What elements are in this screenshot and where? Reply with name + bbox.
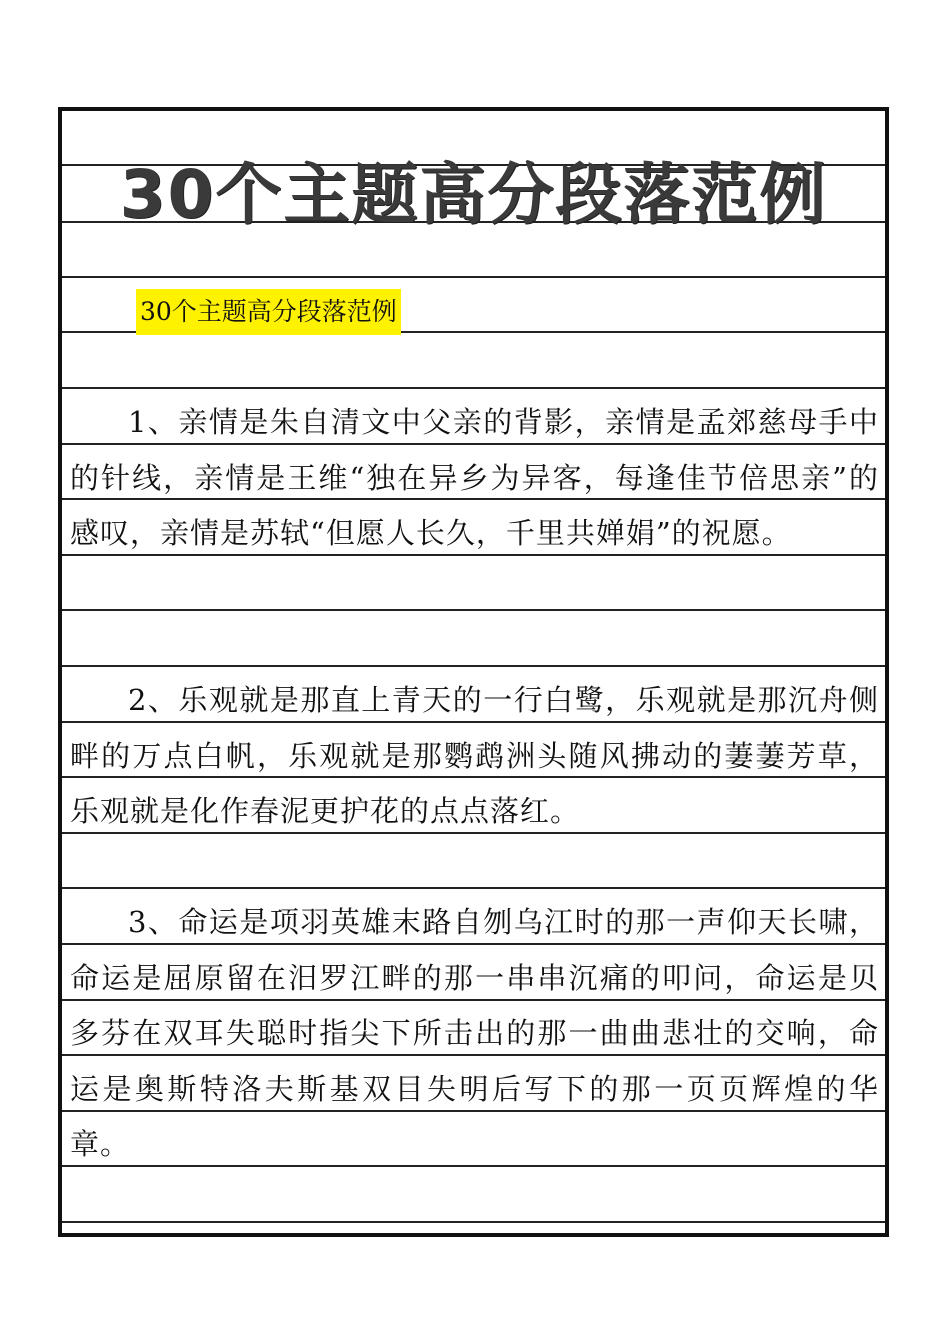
page-title: 30个主题高分段落范例 (119, 156, 828, 233)
ruled-line (62, 609, 885, 611)
ruled-line (62, 276, 885, 278)
ruled-line (62, 387, 885, 389)
paragraph-1: 1、亲情是朱自清文中父亲的背影，亲情是孟郊慈母手中的针线，亲情是王维“独在异乡为异客，每逢佳节倍思亲”的感叹，亲情是苏轼“但愿人长久，千里共婵娟”的祝愿。 (70, 405, 879, 551)
paragraph-2: 2、乐观就是那直上青天的一行白鹭，乐观就是那沉舟侧畔的万点白帆，乐观就是那鹦鹉洲头随风拂动的萋萋芳草，乐观就是化作春泥更护花的点点落红。 (70, 683, 879, 829)
ruled-line (62, 1221, 885, 1223)
ruled-line (62, 665, 885, 667)
lined-paper-sheet (58, 107, 889, 1237)
paragraph-3: 3、命运是项羽英雄末路自刎乌江时的那一声仰天长啸，命运是屈原留在汨罗江畔的那一串串沉痛的叩问，命运是贝多芬在双耳失聪时指尖下所击出的那一曲曲悲壮的交响，命运是奥斯特洛夫斯基双目失明后写下的那一页页辉煌的华章。 (70, 905, 879, 1162)
ruled-line (62, 887, 885, 889)
highlighted-subtitle: 30个主题高分段落范例 (136, 289, 401, 335)
